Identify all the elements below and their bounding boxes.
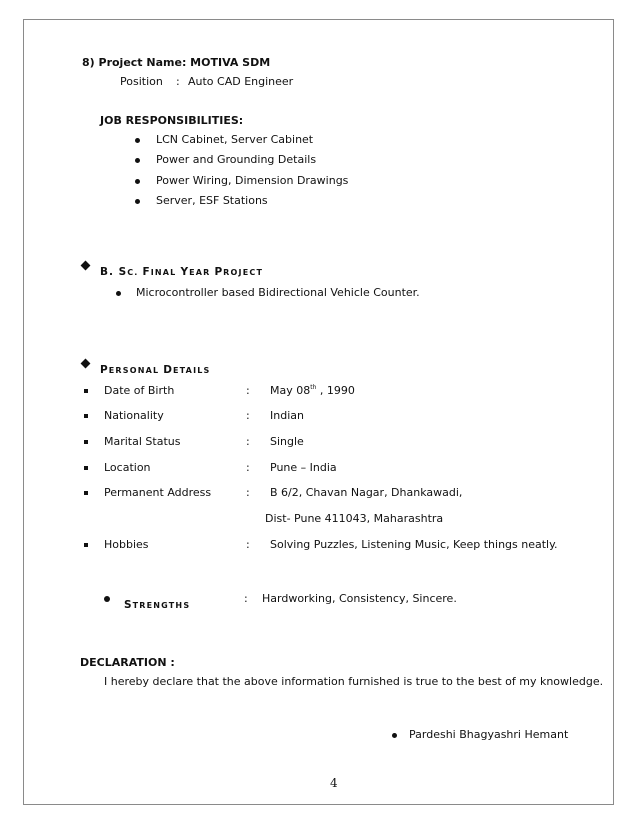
bullet-icon <box>135 199 140 204</box>
page-number: 4 <box>330 776 338 790</box>
dob-label: Date of Birth <box>104 384 175 397</box>
declaration-text: I hereby declare that the above information furnished is true to the best of my knowledge. <box>104 675 604 688</box>
square-bullet-icon <box>84 414 88 418</box>
square-bullet-icon <box>84 543 88 547</box>
position-colon: : <box>176 75 180 88</box>
signature-name: Pardeshi Bhagyashri Hemant <box>409 728 569 741</box>
bullet-icon <box>392 733 397 738</box>
location-value: Pune – India <box>270 461 337 474</box>
location-label: Location <box>104 461 151 474</box>
hobbies-colon: : <box>246 538 250 551</box>
address-value-line1: B 6/2, Chavan Nagar, Dhankawadi, <box>270 486 463 499</box>
nationality-value: Indian <box>270 409 304 422</box>
dob-colon: : <box>246 384 250 397</box>
hobbies-label: Hobbies <box>104 538 149 551</box>
bsc-project-heading: B. SC. FINAL YEAR PROJECT <box>100 266 264 278</box>
bullet-icon <box>135 138 140 143</box>
address-colon: : <box>246 486 250 499</box>
personal-details-heading: PERSONAL DETAILS <box>100 364 211 376</box>
responsibility-item: Server, ESF Stations <box>156 194 268 207</box>
responsibility-item: LCN Cabinet, Server Cabinet <box>156 133 314 146</box>
strengths-colon: : <box>244 592 248 605</box>
declaration-heading: DECLARATION : <box>80 656 175 669</box>
bullet-icon <box>135 158 140 163</box>
square-bullet-icon <box>84 491 88 495</box>
responsibility-item: Power Wiring, Dimension Drawings <box>156 174 349 187</box>
responsibility-item: Power and Grounding Details <box>156 153 317 166</box>
position-label: Position <box>120 75 163 88</box>
marital-status-value: Single <box>270 435 304 448</box>
bullet-icon <box>104 596 110 602</box>
responsibilities-heading: JOB RESPONSIBILITIES: <box>100 114 244 127</box>
square-bullet-icon <box>84 466 88 470</box>
hobbies-value: Solving Puzzles, Listening Music, Keep things neatly. <box>270 538 558 551</box>
project-heading: 8) Project Name: MOTIVA SDM <box>82 56 271 69</box>
address-label: Permanent Address <box>104 486 212 499</box>
position-value: Auto CAD Engineer <box>188 75 294 88</box>
bullet-icon <box>116 291 121 296</box>
marital-status-label: Marital Status <box>104 435 181 448</box>
dob-value: May 08th , 1990 <box>270 384 355 397</box>
marital-status-colon: : <box>246 435 250 448</box>
square-bullet-icon <box>84 389 88 393</box>
nationality-label: Nationality <box>104 409 164 422</box>
strengths-label: STRENGTHS <box>124 599 191 611</box>
bsc-project-item: Microcontroller based Bidirectional Vehicle Counter. <box>136 286 420 299</box>
strengths-value: Hardworking, Consistency, Sincere. <box>262 592 457 605</box>
nationality-colon: : <box>246 409 250 422</box>
square-bullet-icon <box>84 440 88 444</box>
bullet-icon <box>135 179 140 184</box>
address-value-line2: Dist- Pune 411043, Maharashtra <box>265 512 444 525</box>
location-colon: : <box>246 461 250 474</box>
